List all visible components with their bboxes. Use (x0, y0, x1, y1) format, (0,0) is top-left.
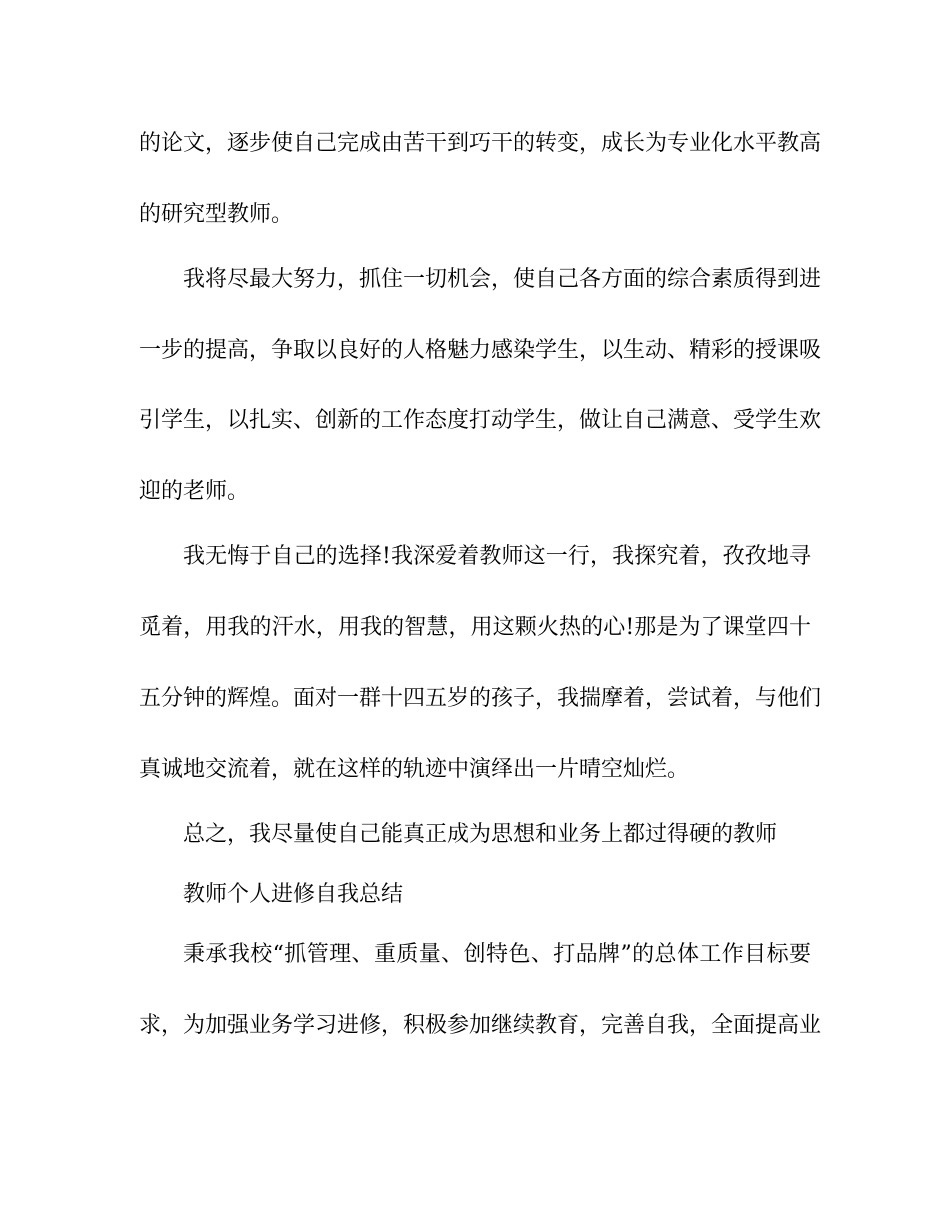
paragraph-line-9: 五分钟的辉煌。面对一群十四五岁的孩子，我揣摩着，尝试着，与他们 (139, 686, 822, 711)
paragraph-line-11: 总之，我尽量使自己能真正成为思想和业务上都过得硬的教师 (183, 822, 778, 847)
paragraph-line-1: 的论文，逐步使自己完成由苦干到巧干的转变，成长为专业化水平教高 (139, 131, 822, 156)
paragraph-line-5: 引学生，以扎实、创新的工作态度打动学生，做让自己满意、受学生欢 (139, 408, 822, 433)
paragraph-line-6: 迎的老师。 (139, 479, 250, 504)
paragraph-line-4: 一步的提高，争取以良好的人格魅力感染学生，以生动、精彩的授课吸 (139, 338, 822, 363)
section-heading: 教师个人进修自我总结 (183, 882, 404, 907)
paragraph-line-2: 的研究型教师。 (139, 202, 294, 227)
paragraph-line-12: 秉承我校“抓管理、重质量、创特色、打品牌”的总体工作目标要 (183, 942, 811, 967)
paragraph-line-8: 觅着，用我的汗水，用我的智慧，用这颗火热的心!那是为了课堂四十 (139, 615, 811, 640)
paragraph-line-13: 求，为加强业务学习进修，积极参加继续教育，完善自我，全面提高业 (139, 1013, 822, 1038)
paragraph-line-3: 我将尽最大努力，抓住一切机会，使自己各方面的综合素质得到进 (183, 267, 822, 292)
paragraph-line-7: 我无悔于自己的选择!我深爱着教师这一行，我探究着，孜孜地寻 (183, 544, 811, 569)
paragraph-line-10: 真诚地交流着，就在这样的轨迹中演绎出一片晴空灿烂。 (139, 757, 690, 782)
